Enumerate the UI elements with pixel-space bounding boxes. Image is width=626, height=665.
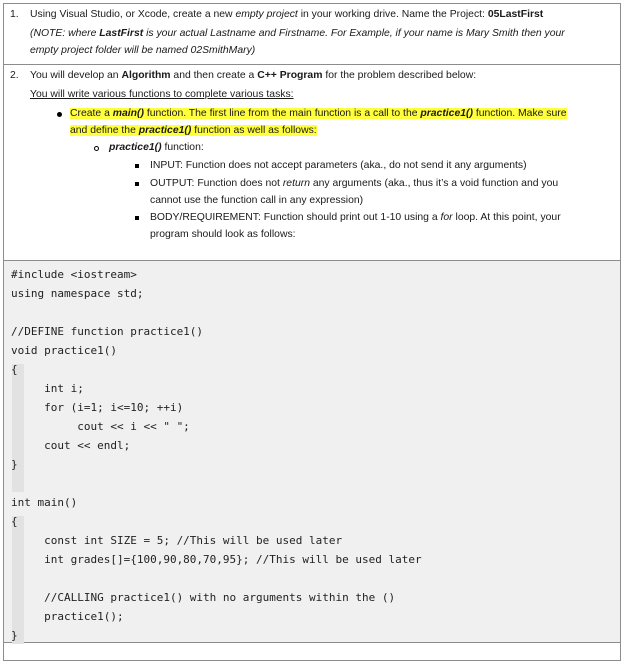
output-line-2: cannot use the function call in any expression)	[150, 195, 364, 206]
code-line: void practice1()	[11, 344, 117, 357]
output-text-a: OUTPUT: Function does not	[150, 178, 283, 189]
tasks-heading: You will write various functions to complete various tasks:	[30, 89, 294, 100]
bullet-1-text-b: function. The first line from the main function is a call to the	[143, 108, 421, 119]
bullet-icon	[57, 112, 62, 117]
code-block	[11, 265, 422, 645]
step-2-text-a: You will develop an	[30, 70, 122, 81]
note-text-b: is your actual Lastname and Firstname. For Example, if your name is Mary Smith then your	[143, 28, 565, 39]
step-2-cpp: C++ Program	[257, 70, 323, 81]
sub-heading	[109, 139, 204, 156]
step-1-text-b: in your working drive. Name the Project:	[297, 9, 488, 20]
code-line: int grades[]={100,90,80,70,95}; //This will be used later	[11, 553, 422, 566]
code-line	[11, 569, 422, 588]
code-line: int main()	[11, 496, 78, 509]
body-text-b: loop. At this point, your	[452, 212, 561, 223]
step-2-algorithm: Algorithm	[121, 70, 171, 81]
body-line-1	[150, 209, 561, 226]
circle-bullet-icon	[94, 146, 99, 151]
code-line: for (i=1; i<=10; ++i)	[11, 401, 184, 414]
output-text-b: any arguments (aka., thus it’s a void function and you	[309, 178, 559, 189]
project-name: 05LastFirst	[487, 9, 544, 20]
output-text-em: return	[282, 178, 310, 189]
step-2-number: 2.	[10, 70, 19, 81]
bullet-1-practice-2: practice1()	[138, 125, 192, 136]
bullet-1-text-e: function as well as follows:	[191, 125, 317, 136]
bullet-1-line-1	[70, 105, 567, 122]
note-text-bold: LastFirst	[99, 28, 144, 39]
step-1-note-line-1	[30, 25, 565, 42]
empty-row	[4, 643, 620, 660]
step-2-text-b: and then create a	[170, 70, 258, 81]
step-1-note-line-2: empty project folder will be named 02SmithMary)	[30, 45, 256, 56]
step-1-number: 1.	[10, 9, 19, 20]
output-line-1	[150, 175, 558, 192]
bullet-1-text-d: and define the	[70, 125, 139, 136]
step-1-cell	[4, 4, 620, 65]
step-1-line	[30, 6, 543, 23]
square-bullet-icon	[135, 216, 139, 220]
bullet-1-text-c: function. Make sure	[472, 108, 567, 119]
code-line: }	[11, 629, 18, 642]
code-line: const int SIZE = 5; //This will be used later	[11, 534, 343, 547]
bullet-1-main: main()	[112, 108, 144, 119]
step-2-text-c: for the problem described below:	[322, 70, 477, 81]
code-line: cout << i << " ";	[11, 420, 190, 433]
step-2-cell	[4, 65, 620, 261]
code-line: practice1();	[11, 610, 124, 623]
code-line: using namespace std;	[11, 287, 144, 300]
instruction-table	[3, 3, 621, 661]
step-2-line	[30, 67, 476, 84]
code-line: //CALLING practice1() with no arguments within the ()	[11, 591, 396, 604]
bullet-1-practice: practice1()	[420, 108, 473, 119]
sub-heading-text: function:	[161, 142, 204, 153]
bullet-1-text-a: Create a	[70, 108, 113, 119]
code-line: {	[11, 515, 18, 528]
code-line: cout << endl;	[11, 439, 131, 452]
input-line: INPUT: Function does not accept parameters (aka., do not send it any arguments)	[150, 160, 527, 171]
note-text-a: (NOTE: where	[30, 28, 100, 39]
body-text-em: for	[440, 212, 453, 223]
code-line: //DEFINE function practice1()	[11, 325, 204, 338]
code-line: {	[11, 363, 18, 376]
step-1-text-a: Using Visual Studio, or Xcode, create a new	[30, 9, 236, 20]
code-line	[11, 474, 422, 493]
code-line: int i;	[11, 382, 84, 395]
code-cell	[4, 261, 620, 643]
square-bullet-icon	[135, 164, 139, 168]
square-bullet-icon	[135, 182, 139, 186]
step-1-text-em: empty project	[235, 9, 298, 20]
bullet-1-line-2	[70, 122, 317, 139]
code-line	[11, 303, 422, 322]
body-line-2: program should look as follows:	[150, 229, 296, 240]
sub-heading-fn: practice1()	[109, 142, 162, 153]
code-line: #include <iostream>	[11, 268, 137, 281]
code-line: }	[11, 458, 18, 471]
body-text-a: BODY/REQUIREMENT: Function should print out 1-10 using a	[150, 212, 441, 223]
